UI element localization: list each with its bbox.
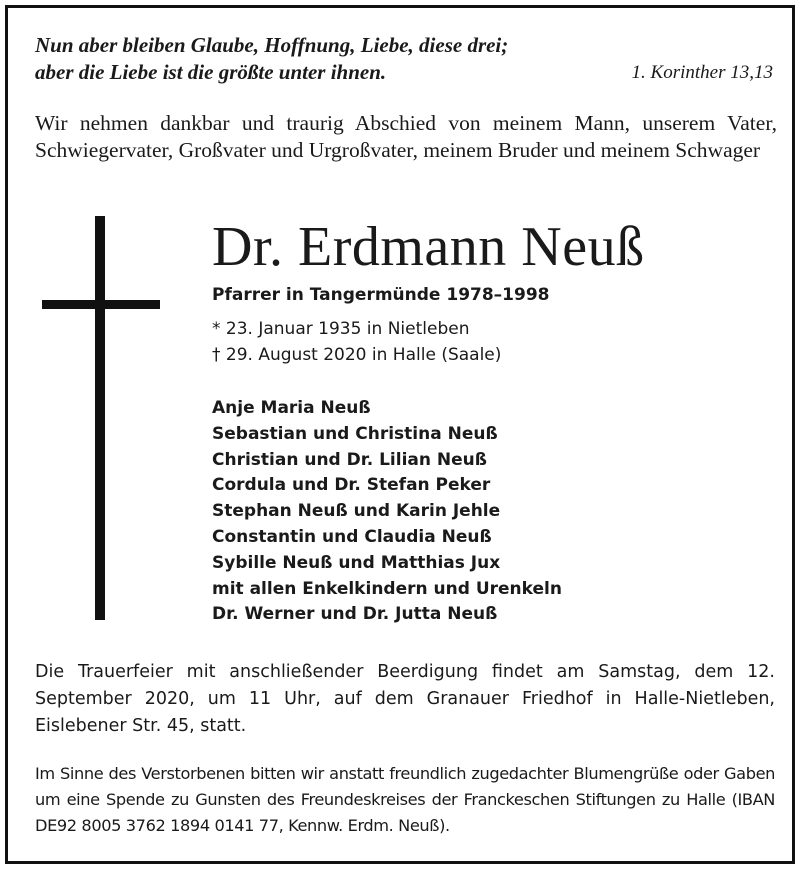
- deceased-name: Dr. Erdmann Neuß: [212, 216, 645, 278]
- life-dates: [212, 316, 501, 368]
- donation-notice: Im Sinne des Verstorbenen bitten wir anstatt freundlich zugedachter Blumengrüße oder Gaben um eine Spende zu Gunsten des Freundeskreises der Franckeschen Stiftungen zu Halle (IBAN DE92 8005 3762 1894 0141 77, Kennw. Erdm. Neuß).: [35, 764, 775, 835]
- latin-cross-icon: [42, 216, 160, 620]
- verse-line-1: Nun aber bleiben Glaube, Hoffnung, Liebe, diese drei;: [35, 33, 509, 57]
- mourner-item: Sybille Neuß und Matthias Jux: [212, 552, 501, 573]
- verse-reference: 1. Korinther 13,13: [631, 62, 773, 83]
- mourner-item: Christian und Dr. Lilian Neuß: [212, 449, 487, 470]
- mourner-item: Sebastian und Christina Neuß: [212, 423, 498, 444]
- mourner-item: mit allen Enkelkindern und Urenkeln: [212, 578, 562, 599]
- cross-vertical-beam: [95, 216, 105, 620]
- funeral-notice: Die Trauerfeier mit anschließender Beerdigung findet am Samstag, dem 12. September 2020, um 11 Uhr, auf dem Granauer Friedhof in Halle-Nietleben, Eislebener Str. 45, statt.: [35, 662, 775, 736]
- deceased-role: Pfarrer in Tangermünde 1978–1998: [212, 285, 550, 305]
- death-date: † 29. August 2020 in Halle (Saale): [212, 345, 502, 365]
- birth-date: * 23. Januar 1935 in Nietleben: [212, 319, 470, 339]
- mourner-item: Constantin und Claudia Neuß: [212, 526, 492, 547]
- obituary-notice: [5, 5, 795, 864]
- bible-verse: [35, 32, 775, 86]
- mourner-item: Cordula und Dr. Stefan Peker: [212, 475, 491, 496]
- cross-horizontal-beam: [42, 300, 160, 309]
- mourner-item: Anje Maria Neuß: [212, 398, 371, 418]
- mourner-list: [212, 396, 562, 628]
- verse-line-2: aber die Liebe ist die größte unter ihnen.: [35, 60, 387, 84]
- farewell-intro: Wir nehmen dankbar und traurig Abschied von meinem Mann, unserem Vater, Schwiegervater, Großvater und Urgroßvater, meinem Bruder und meinem Schwager: [35, 111, 777, 162]
- mourner-item: Dr. Werner und Dr. Jutta Neuß: [212, 604, 498, 625]
- mourner-item: Stephan Neuß und Karin Jehle: [212, 501, 501, 522]
